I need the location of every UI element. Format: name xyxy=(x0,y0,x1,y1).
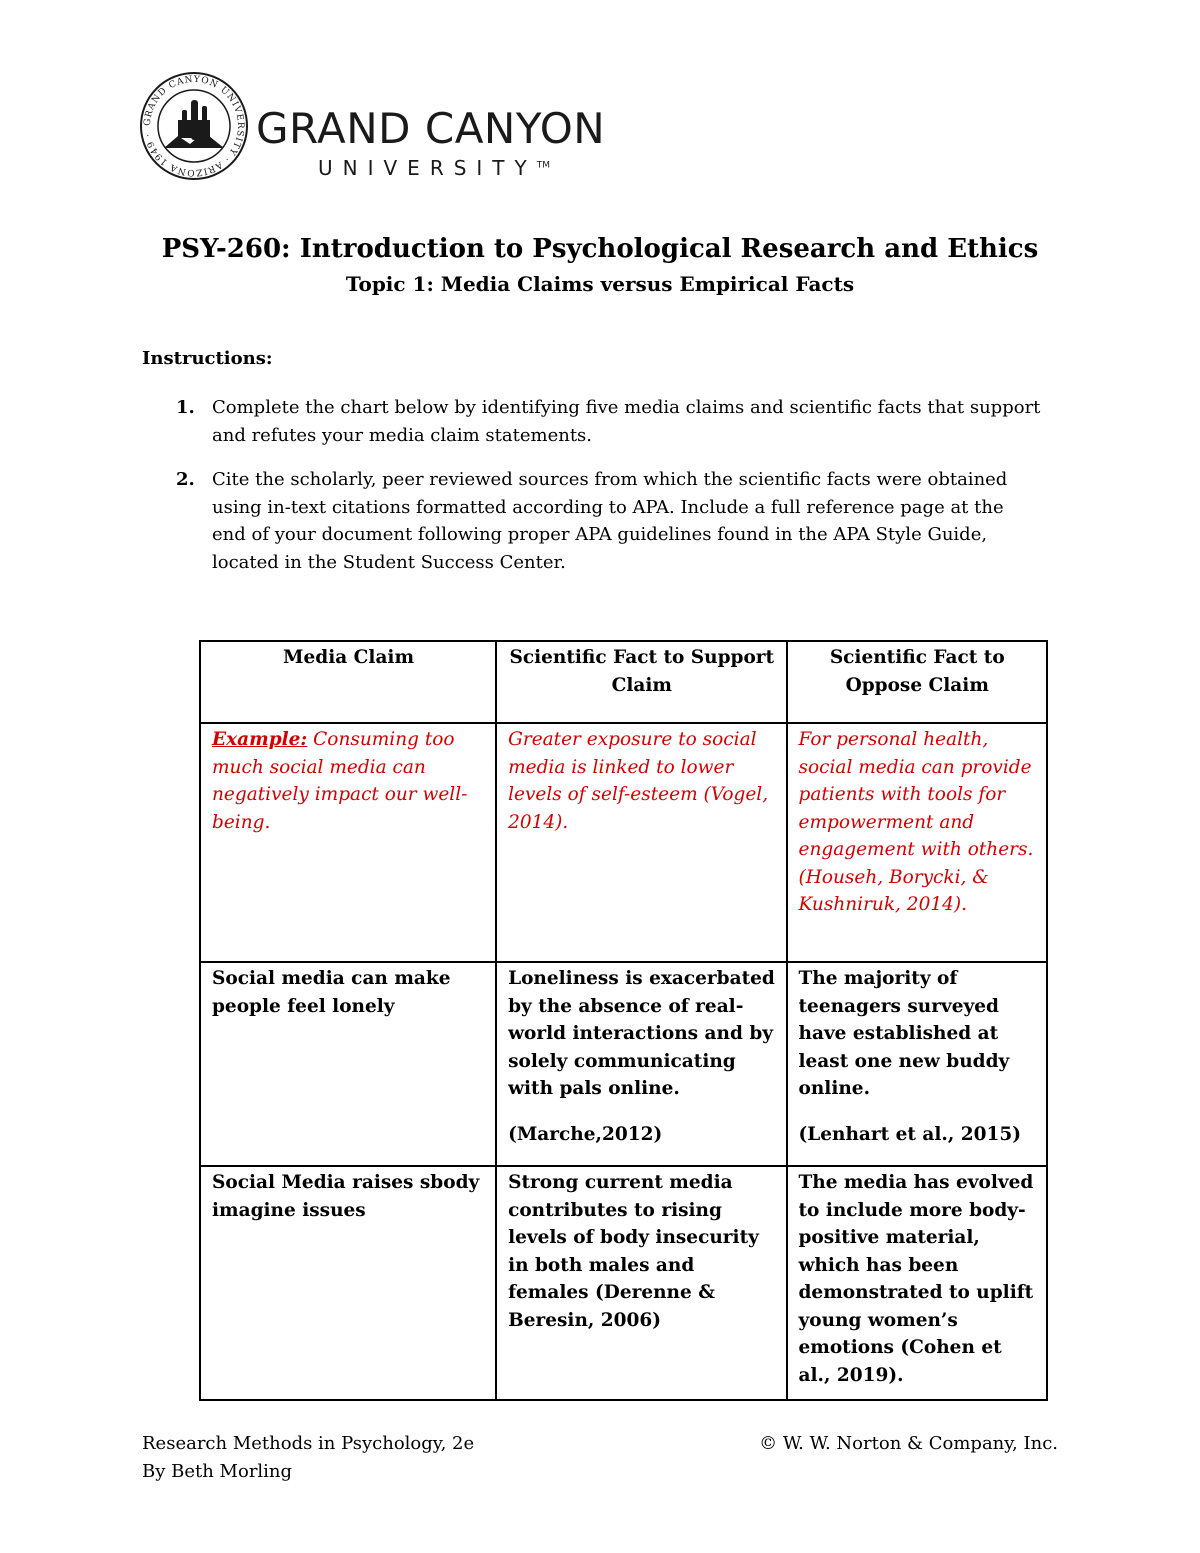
seal-text: GRAND CANYON UNIVERSITY · ARIZONA 1949 · xyxy=(142,74,246,178)
instructions-list xyxy=(142,394,1042,593)
oppose-text: The majority of teenagers surveyed have established at least one new buddy online. xyxy=(798,968,1010,1099)
table-row xyxy=(200,1166,1047,1400)
instructions-heading: Instructions: xyxy=(142,348,273,369)
support-cell: Strong current media contributes to rising levels of body insecurity in both males and females (Derenne & Beresin, 2006) xyxy=(496,1166,786,1400)
column-header-oppose: Scientific Fact to Oppose Claim xyxy=(787,641,1048,723)
page-subtitle: Topic 1: Media Claims versus Empirical Facts xyxy=(345,272,855,296)
instruction-number: 2. xyxy=(176,469,195,490)
trademark-mark: TM xyxy=(536,160,551,171)
example-claim-text: Consuming too much social media can negatively impact our well-being. xyxy=(212,729,468,833)
column-header-support: Scientific Fact to Support Claim xyxy=(496,641,786,723)
logo-name-line2 xyxy=(318,156,550,180)
example-support-cell: Greater exposure to social media is linked to lower levels of self-esteem (Vogel, 2014). xyxy=(496,723,786,962)
support-text: Loneliness is exacerbated by the absence of real-world interactions and by solely communicating with pals online. xyxy=(508,968,775,1099)
instruction-text: Cite the scholarly, peer reviewed sources from which the scientific facts were obtained using in-text citations formatted according to APA. Include a full reference page at the end of your document following proper APA guidelines found in the APA Style Guide, located in the Student Success Center. xyxy=(212,469,1008,573)
footer-copyright: © W. W. Norton & Company, Inc. xyxy=(759,1433,1058,1454)
media-claims-table xyxy=(199,640,1048,1401)
university-seal-icon xyxy=(138,70,250,182)
support-cell xyxy=(496,962,786,1166)
oppose-citation: (Lenhart et al., 2015) xyxy=(798,1123,1021,1145)
example-label: Example: xyxy=(212,729,308,750)
claim-cell: Social Media raises sbody imagine issues xyxy=(200,1166,496,1400)
instruction-text: Complete the chart below by identifying five media claims and scientific facts that support and refutes your media claim statements. xyxy=(212,397,1041,446)
example-claim-cell xyxy=(200,723,496,962)
support-citation: (Marche,2012) xyxy=(508,1123,663,1145)
column-header-media-claim: Media Claim xyxy=(200,641,496,723)
footer-book-credit xyxy=(142,1430,474,1486)
logo-name-line1: GRAND CANYON xyxy=(256,104,606,153)
table-header-row xyxy=(200,641,1047,723)
oppose-cell xyxy=(787,962,1048,1166)
footer-author: By Beth Morling xyxy=(142,1461,293,1482)
table-row-example xyxy=(200,723,1047,962)
footer-book-title: Research Methods in Psychology, 2e xyxy=(142,1433,475,1454)
page-title: PSY-260: Introduction to Psychological Research and Ethics xyxy=(161,234,1039,264)
university-logo xyxy=(138,70,628,190)
instruction-item xyxy=(142,394,1042,449)
example-oppose-cell: For personal health, social media can provide patients with tools for empowerment and engagement with others. (Househ, Borycki, & Kushniruk, 2014). xyxy=(787,723,1048,962)
oppose-cell: The media has evolved to include more body-positive material, which has been demonstrated to uplift young women’s emotions (Cohen et al., 2019). xyxy=(787,1166,1048,1400)
instruction-item xyxy=(142,466,1042,576)
table-row xyxy=(200,962,1047,1166)
claim-cell: Social media can make people feel lonely xyxy=(200,962,496,1166)
logo-university-word: UNIVERSITY xyxy=(318,156,537,180)
instruction-number: 1. xyxy=(176,397,195,418)
